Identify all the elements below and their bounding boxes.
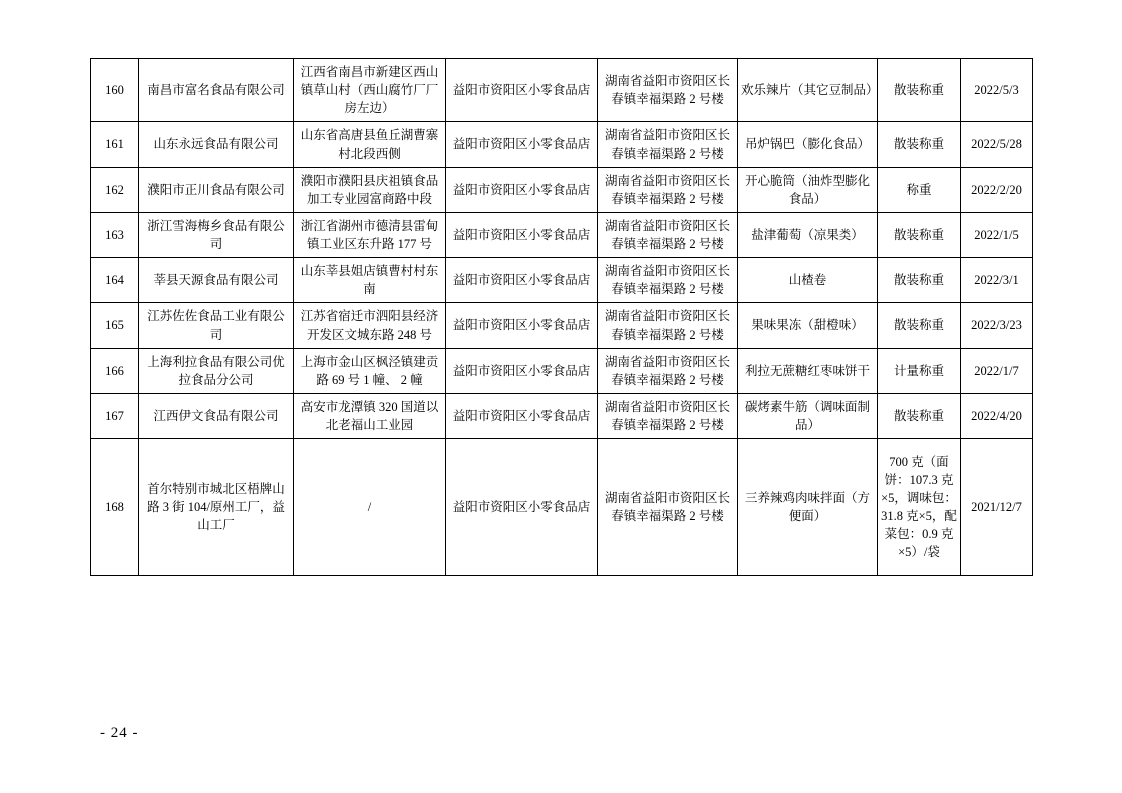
production-date: 2022/4/20 xyxy=(961,393,1033,438)
specification: 散装称重 xyxy=(878,258,961,303)
sampled-unit-address: 湖南省益阳市资阳区长春镇幸福渠路 2 号楼 xyxy=(598,439,738,576)
food-name: 欢乐辣片（其它豆制品） xyxy=(738,59,878,122)
table-row xyxy=(91,212,1033,257)
food-name: 开心脆筒（油炸型膨化食品） xyxy=(738,167,878,212)
specification: 散装称重 xyxy=(878,122,961,167)
production-date: 2022/1/5 xyxy=(961,212,1033,257)
table-row xyxy=(91,393,1033,438)
food-name: 碳烤素牛筋（调味面制品） xyxy=(738,393,878,438)
sampled-unit-address: 湖南省益阳市资阳区长春镇幸福渠路 2 号楼 xyxy=(598,212,738,257)
row-index: 161 xyxy=(91,122,139,167)
specification: 散装称重 xyxy=(878,303,961,348)
food-name: 果味果冻（甜橙味） xyxy=(738,303,878,348)
production-date: 2022/3/1 xyxy=(961,258,1033,303)
table-row xyxy=(91,59,1033,122)
sampled-unit-address: 湖南省益阳市资阳区长春镇幸福渠路 2 号楼 xyxy=(598,122,738,167)
food-name: 利拉无蔗糖红枣味饼干 xyxy=(738,348,878,393)
production-date: 2022/1/7 xyxy=(961,348,1033,393)
sampled-unit-name: 益阳市资阳区小零食品店 xyxy=(446,439,598,576)
producer-name: 濮阳市正川食品有限公司 xyxy=(139,167,294,212)
table-row xyxy=(91,303,1033,348)
sampled-unit-name: 益阳市资阳区小零食品店 xyxy=(446,122,598,167)
producer-address: 濮阳市濮阳县庆祖镇食品加工专业园富商路中段 xyxy=(294,167,446,212)
sampled-unit-address: 湖南省益阳市资阳区长春镇幸福渠路 2 号楼 xyxy=(598,258,738,303)
sampled-unit-address: 湖南省益阳市资阳区长春镇幸福渠路 2 号楼 xyxy=(598,59,738,122)
food-name: 吊炉锅巴（膨化食品） xyxy=(738,122,878,167)
sampled-unit-name: 益阳市资阳区小零食品店 xyxy=(446,59,598,122)
specification: 计量称重 xyxy=(878,348,961,393)
specification: 散装称重 xyxy=(878,393,961,438)
food-name: 三养辣鸡肉味拌面（方便面） xyxy=(738,439,878,576)
row-index: 160 xyxy=(91,59,139,122)
production-date: 2022/5/28 xyxy=(961,122,1033,167)
table-row xyxy=(91,258,1033,303)
food-name: 山楂卷 xyxy=(738,258,878,303)
producer-address: 上海市金山区枫泾镇建贡路 69 号 1 幢、 2 幢 xyxy=(294,348,446,393)
sampled-unit-address: 湖南省益阳市资阳区长春镇幸福渠路 2 号楼 xyxy=(598,393,738,438)
producer-name: 上海利拉食品有限公司优拉食品分公司 xyxy=(139,348,294,393)
sampled-unit-name: 益阳市资阳区小零食品店 xyxy=(446,258,598,303)
inspection-table-container xyxy=(90,58,1032,576)
sampled-unit-name: 益阳市资阳区小零食品店 xyxy=(446,303,598,348)
row-index: 165 xyxy=(91,303,139,348)
row-index: 163 xyxy=(91,212,139,257)
page-number: - 24 - xyxy=(100,725,139,741)
row-index: 168 xyxy=(91,439,139,576)
producer-name: 江西伊文食品有限公司 xyxy=(139,393,294,438)
sampled-unit-name: 益阳市资阳区小零食品店 xyxy=(446,393,598,438)
producer-address: 浙江省湖州市德清县雷甸镇工业区东升路 177 号 xyxy=(294,212,446,257)
producer-address: 高安市龙潭镇 320 国道以北老福山工业园 xyxy=(294,393,446,438)
sampled-unit-address: 湖南省益阳市资阳区长春镇幸福渠路 2 号楼 xyxy=(598,303,738,348)
producer-name: 首尔特别市城北区梧牌山路 3 街 104/原州工厂，益山工厂 xyxy=(139,439,294,576)
production-date: 2022/5/3 xyxy=(961,59,1033,122)
food-name: 盐津葡萄（凉果类） xyxy=(738,212,878,257)
sampled-unit-name: 益阳市资阳区小零食品店 xyxy=(446,212,598,257)
producer-address: 江西省南昌市新建区西山镇草山村（西山腐竹厂厂房左边） xyxy=(294,59,446,122)
sampled-unit-address: 湖南省益阳市资阳区长春镇幸福渠路 2 号楼 xyxy=(598,348,738,393)
row-index: 167 xyxy=(91,393,139,438)
table-row xyxy=(91,167,1033,212)
producer-name: 南昌市富名食品有限公司 xyxy=(139,59,294,122)
sampled-unit-name: 益阳市资阳区小零食品店 xyxy=(446,348,598,393)
producer-address: / xyxy=(294,439,446,576)
specification: 称重 xyxy=(878,167,961,212)
table-row xyxy=(91,439,1033,576)
inspection-table xyxy=(90,58,1033,576)
production-date: 2022/3/23 xyxy=(961,303,1033,348)
producer-address: 江苏省宿迁市泗阳县经济开发区文城东路 248 号 xyxy=(294,303,446,348)
producer-address: 山东莘县姐店镇曹村村东南 xyxy=(294,258,446,303)
sampled-unit-name: 益阳市资阳区小零食品店 xyxy=(446,167,598,212)
specification: 700 克（面饼：107.3 克×5，调味包：31.8 克×5，配菜包：0.9 克×5）/袋 xyxy=(878,439,961,576)
producer-name: 江苏佐佐食品工业有限公司 xyxy=(139,303,294,348)
table-row xyxy=(91,348,1033,393)
sampled-unit-address: 湖南省益阳市资阳区长春镇幸福渠路 2 号楼 xyxy=(598,167,738,212)
producer-name: 山东永远食品有限公司 xyxy=(139,122,294,167)
producer-name: 浙江雪海梅乡食品有限公司 xyxy=(139,212,294,257)
production-date: 2021/12/7 xyxy=(961,439,1033,576)
producer-address: 山东省高唐县鱼丘湖曹寨村北段西侧 xyxy=(294,122,446,167)
specification: 散装称重 xyxy=(878,212,961,257)
row-index: 164 xyxy=(91,258,139,303)
specification: 散装称重 xyxy=(878,59,961,122)
table-row xyxy=(91,122,1033,167)
row-index: 162 xyxy=(91,167,139,212)
production-date: 2022/2/20 xyxy=(961,167,1033,212)
page-footer xyxy=(90,725,1032,742)
producer-name: 莘县天源食品有限公司 xyxy=(139,258,294,303)
row-index: 166 xyxy=(91,348,139,393)
